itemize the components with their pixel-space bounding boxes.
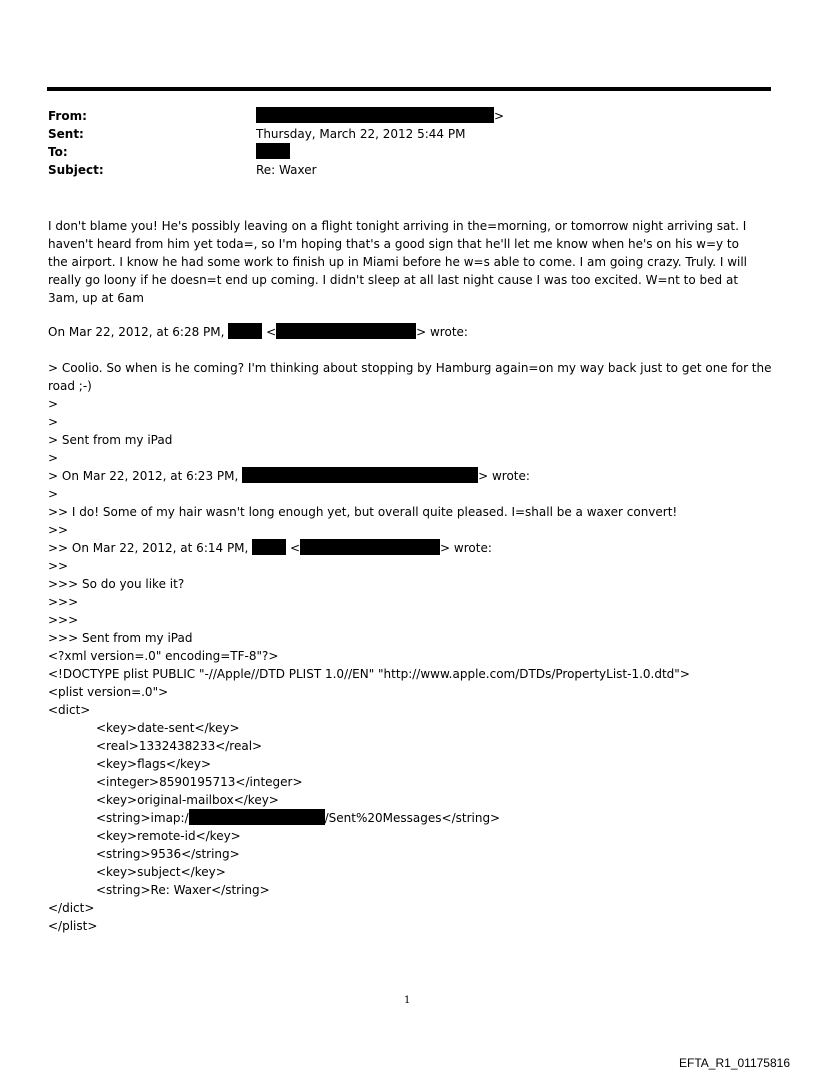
quote-header-2-suffix: > wrote: bbox=[478, 469, 530, 483]
quote-header-3-prefix: >> On Mar 22, 2012, at 6:14 PM, bbox=[48, 541, 253, 555]
quote-header-1 bbox=[48, 323, 468, 341]
quote-line: > bbox=[48, 451, 59, 465]
quote-header-1-suffix: > wrote: bbox=[416, 325, 468, 339]
redaction-box bbox=[228, 323, 262, 339]
plist-line: <key>flags</key> bbox=[96, 757, 212, 771]
quote-line: >> bbox=[48, 559, 69, 573]
quote-header-2-prefix: > On Mar 22, 2012, at 6:23 PM, bbox=[48, 469, 243, 483]
plist-line: <dict> bbox=[48, 703, 91, 717]
redaction-box bbox=[252, 539, 286, 555]
plist-line-mailbox bbox=[48, 809, 500, 827]
plist-line: <key>subject</key> bbox=[96, 865, 226, 879]
page-number: 1 bbox=[404, 995, 411, 1006]
mailbox-prefix: <string>imap:/ bbox=[96, 811, 189, 825]
quote-line: >>> So do you like it? bbox=[48, 577, 185, 591]
redaction-box bbox=[300, 539, 440, 555]
quote-header-3-suffix: > wrote: bbox=[440, 541, 492, 555]
plist-line: <real>1332438233</real> bbox=[96, 739, 263, 753]
subject-value: Re: Waxer bbox=[256, 163, 317, 177]
quote-line: > Sent from my iPad bbox=[48, 433, 173, 447]
redaction-box bbox=[242, 467, 478, 483]
plist-line: <?xml version=.0" encoding=TF-8"?> bbox=[48, 649, 279, 663]
quote-line: > bbox=[48, 415, 59, 429]
to-label: To: bbox=[48, 145, 68, 159]
quote-line: >> I do! Some of my hair wasn't long enough yet, but overall quite pleased. I=shall be a waxer convert! bbox=[48, 505, 678, 519]
quote-header-2 bbox=[48, 467, 530, 485]
quote-line: >>> bbox=[48, 595, 79, 609]
from-value bbox=[256, 107, 504, 125]
quote-header-3-lt: < bbox=[286, 541, 301, 555]
redaction-box bbox=[256, 107, 494, 123]
plist-line: </dict> bbox=[48, 901, 95, 915]
quote-line: >>> Sent from my iPad bbox=[48, 631, 193, 645]
redaction-box bbox=[189, 809, 325, 825]
quote-line: road ;-) bbox=[48, 379, 92, 393]
quote-line: >> bbox=[48, 523, 69, 537]
plist-line: </plist> bbox=[48, 919, 98, 933]
from-label: From: bbox=[48, 109, 87, 123]
quote-line: > Coolio. So when is he coming? I'm thinking about stopping by Hamburg again=on my way back just to get one for the bbox=[48, 361, 772, 375]
subject-label: Subject: bbox=[48, 163, 104, 177]
plist-line: <key>remote-id</key> bbox=[96, 829, 241, 843]
plist-line: <integer>8590195713</integer> bbox=[96, 775, 303, 789]
to-value bbox=[256, 143, 290, 161]
quote-header-1-prefix: On Mar 22, 2012, at 6:28 PM, bbox=[48, 325, 229, 339]
quote-line: > bbox=[48, 397, 59, 411]
plist-line: <key>original-mailbox</key> bbox=[96, 793, 279, 807]
quote-line: >>> bbox=[48, 613, 79, 627]
plist-line: <string>9536</string> bbox=[96, 847, 240, 861]
header-rule bbox=[47, 87, 771, 91]
quote-header-3 bbox=[48, 539, 492, 557]
sent-value: Thursday, March 22, 2012 5:44 PM bbox=[256, 127, 466, 141]
from-suffix: > bbox=[494, 109, 505, 123]
quote-line: > bbox=[48, 487, 59, 501]
mailbox-suffix: /Sent%20Messages</string> bbox=[324, 811, 501, 825]
quote-header-1-lt: < bbox=[262, 325, 277, 339]
plist-line: <!DOCTYPE plist PUBLIC "-//Apple//DTD PLIST 1.0//EN" "http://www.apple.com/DTDs/PropertyList-1.0.dtd"> bbox=[48, 667, 690, 681]
sent-label: Sent: bbox=[48, 127, 84, 141]
email-body-paragraph: I don't blame you! He's possibly leaving on a flight tonight arriving in the=morning, or tomorrow night arriving sat. I haven't heard from him yet toda=, so I'm hoping that's a good sign that he'll let me know when he's on his w=y to the airport. I know he had some work to finish up in Miami before he w=s able to come. I am going crazy. Truly. I will really go loony if he doesn=t end up coming. I didn't sleep at all last night cause I was too excited. W=nt to bed at 3am, up at 6am bbox=[48, 219, 748, 305]
redaction-box bbox=[256, 143, 290, 159]
plist-line: <key>date-sent</key> bbox=[96, 721, 240, 735]
document-id: EFTA_R1_01175816 bbox=[679, 1056, 790, 1070]
plist-line: <string>Re: Waxer</string> bbox=[96, 883, 270, 897]
plist-line: <plist version=.0"> bbox=[48, 685, 169, 699]
redaction-box bbox=[276, 323, 416, 339]
